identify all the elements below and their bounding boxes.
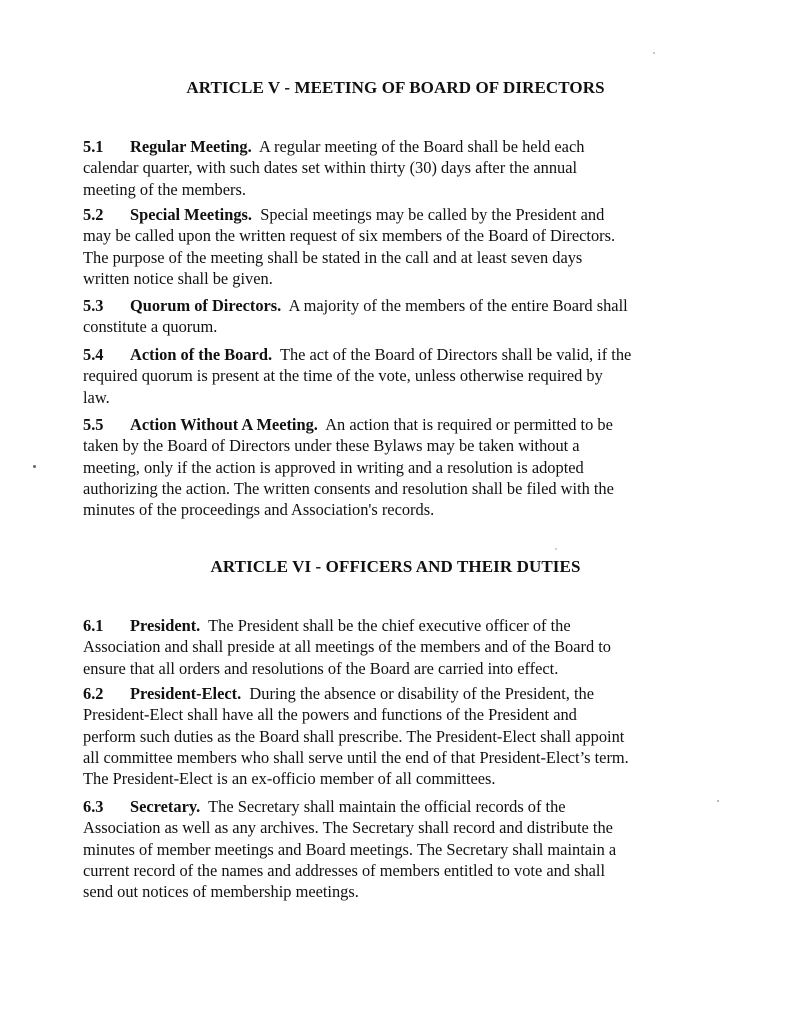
section-title: Special Meetings. [130, 205, 253, 224]
section-text: Special meetings may be called by the President and [260, 205, 605, 224]
section-first-line [83, 414, 683, 435]
section-text: meeting of the members. [83, 179, 246, 199]
scan-speck [653, 52, 655, 54]
section-text: An action that is required or permitted to be [325, 415, 613, 434]
scan-speck [33, 465, 36, 468]
section-number: 5.3 [83, 296, 104, 315]
section-number: 6.2 [83, 684, 104, 703]
section-first-line [83, 295, 683, 316]
section-first-line [83, 796, 683, 817]
section-6-3 [83, 796, 683, 902]
section-title: Action Without A Meeting. [130, 415, 318, 434]
section-first-line [83, 683, 683, 704]
section-title: Quorum of Directors. [130, 296, 282, 315]
section-text: The President shall be the chief executive officer of the [208, 616, 571, 635]
section-text: The President-Elect is an ex-officio member of all committees. [83, 769, 496, 789]
section-first-line [83, 615, 683, 636]
section-first-line [83, 204, 683, 225]
section-text: The purpose of the meeting shall be stated in the call and at least seven days [83, 247, 583, 267]
section-number: 5.4 [83, 345, 104, 364]
section-text: law. [83, 387, 110, 407]
section-6-2 [83, 683, 683, 789]
section-text: may be called upon the written request of six members of the Board of Directors. [83, 226, 616, 246]
section-title: Regular Meeting. [130, 137, 252, 156]
section-text: send out notices of membership meetings. [83, 882, 359, 902]
section-text: required quorum is present at the time of the vote, unless otherwise required by [83, 366, 603, 386]
section-text: current record of the names and addresses of members entitled to vote and shall [83, 860, 606, 880]
section-5-5 [83, 414, 683, 520]
section-text: all committee members who shall serve until the end of that President-Elect’s term. [83, 747, 629, 767]
section-title: President-Elect. [130, 684, 242, 703]
section-text: President-Elect shall have all the powers and functions of the President and [83, 705, 577, 725]
article-vi-heading: ARTICLE VI - OFFICERS AND THEIR DUTIES [210, 557, 581, 576]
section-title: President. [130, 616, 201, 635]
section-number: 5.1 [83, 137, 104, 156]
section-5-2 [83, 204, 683, 289]
section-first-line [83, 136, 683, 157]
section-text: minutes of member meetings and Board meetings. The Secretary shall maintain a [83, 839, 617, 859]
section-number: 6.1 [83, 616, 104, 635]
section-first-line [83, 344, 683, 365]
section-number: 5.2 [83, 205, 104, 224]
section-text: written notice shall be given. [83, 268, 273, 288]
section-number: 5.5 [83, 415, 104, 434]
section-title: Secretary. [130, 797, 201, 816]
section-text: The Secretary shall maintain the official records of the [208, 797, 566, 816]
scan-speck [717, 800, 719, 802]
section-5-1 [83, 136, 683, 200]
section-text: ensure that all orders and resolutions of the Board are carried into effect. [83, 658, 559, 678]
section-text: calendar quarter, with such dates set within thirty (30) days after the annual [83, 158, 578, 178]
section-number: 6.3 [83, 797, 104, 816]
section-text: The act of the Board of Directors shall be valid, if the [279, 345, 632, 364]
section-text: A majority of the members of the entire Board shall [288, 296, 628, 315]
section-6-1 [83, 615, 683, 679]
section-text: minutes of the proceedings and Association's records. [83, 500, 435, 520]
section-text: taken by the Board of Directors under these Bylaws may be taken without a [83, 436, 580, 456]
section-5-3 [83, 295, 683, 338]
section-text: Association as well as any archives. The Secretary shall record and distribute the [83, 818, 613, 838]
scan-speck [555, 548, 557, 550]
section-text: Association and shall preside at all meetings of the members and of the Board to [83, 637, 612, 657]
section-text: constitute a quorum. [83, 317, 218, 337]
section-text: During the absence or disability of the President, the [249, 684, 594, 703]
section-text: perform such duties as the Board shall prescribe. The President-Elect shall appoint [83, 726, 625, 746]
section-text: A regular meeting of the Board shall be held each [259, 137, 585, 156]
section-text: authorizing the action. The written consents and resolution shall be filed with the [83, 478, 614, 498]
article-v-heading: ARTICLE V - MEETING OF BOARD OF DIRECTORS [186, 78, 605, 97]
section-title: Action of the Board. [130, 345, 273, 364]
section-text: meeting, only if the action is approved in writing and a resolution is adopted [83, 457, 584, 477]
section-5-4 [83, 344, 683, 408]
